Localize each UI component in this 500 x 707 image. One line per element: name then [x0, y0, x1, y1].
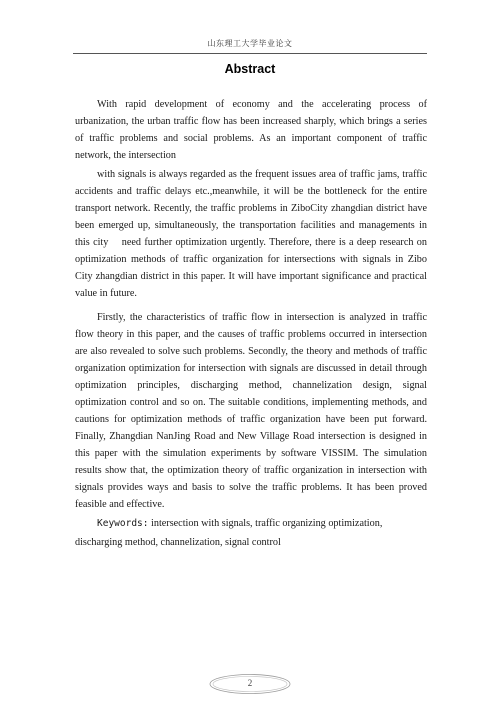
paragraph-text: with signals is always regarded as the frequent issues area of traffic jams, traffic accidents and traffic delays etc.,meanwhile, it will be the bottleneck for the entire transport network. Recently, the traffic problems in ZiboCity zhangdian district have been emerged up, simultaneously, the transportation facilities and managements in this city need further optimization urgently. Therefore, there is a deep research on optimization methods of traffic organization for intersections with signals in Zibo City zhangdian district in this paper. It will have important significance and practical value in future. — [75, 169, 427, 299]
page-number-badge — [0, 673, 500, 695]
abstract-paragraph-2 — [75, 166, 427, 302]
keywords-text: intersection with signals, traffic organizing optimization, discharging method, channelization, signal control — [75, 518, 383, 548]
abstract-title: Abstract — [224, 62, 276, 76]
paragraph-text: Firstly, the characteristics of traffic flow in intersection is analyzed in traffic flow theory in this paper, and the causes of traffic problems occurred in intersection are also revealed to solve such problems. Secondly, the theory and methods of traffic organization optimization for intersection with signals are discussed in detail through optimization principles, discharging method, channelization design, signal optimization control and so on. The suitable conditions, implementing methods, and cautions for optimization methods of traffic organization have been put forward. Finally, Zhangdian NanJing Road and New Village Road intersection is designed in this paper with the simulation experiments by software VISSIM. The simulation results show that, the optimization theory of traffic organization in intersection with signals provides ways and basis to solve the traffic problems. It has been proved feasible and effective. — [75, 312, 427, 510]
abstract-paragraph-1 — [75, 96, 427, 164]
header-rule — [73, 53, 427, 54]
running-header: 山东理工大学毕业论文 — [207, 39, 293, 48]
keywords-block — [75, 514, 427, 552]
paragraph-text: With rapid development of economy and the accelerating process of urbanization, the urban traffic flow has been increased sharply, which brings a series of traffic problems and social problems. As an important component of traffic network, the intersection — [75, 99, 427, 161]
abstract-paragraph-3 — [75, 309, 427, 513]
keywords-label: Keywords: — [97, 518, 149, 529]
page-number: 2 — [247, 678, 253, 688]
